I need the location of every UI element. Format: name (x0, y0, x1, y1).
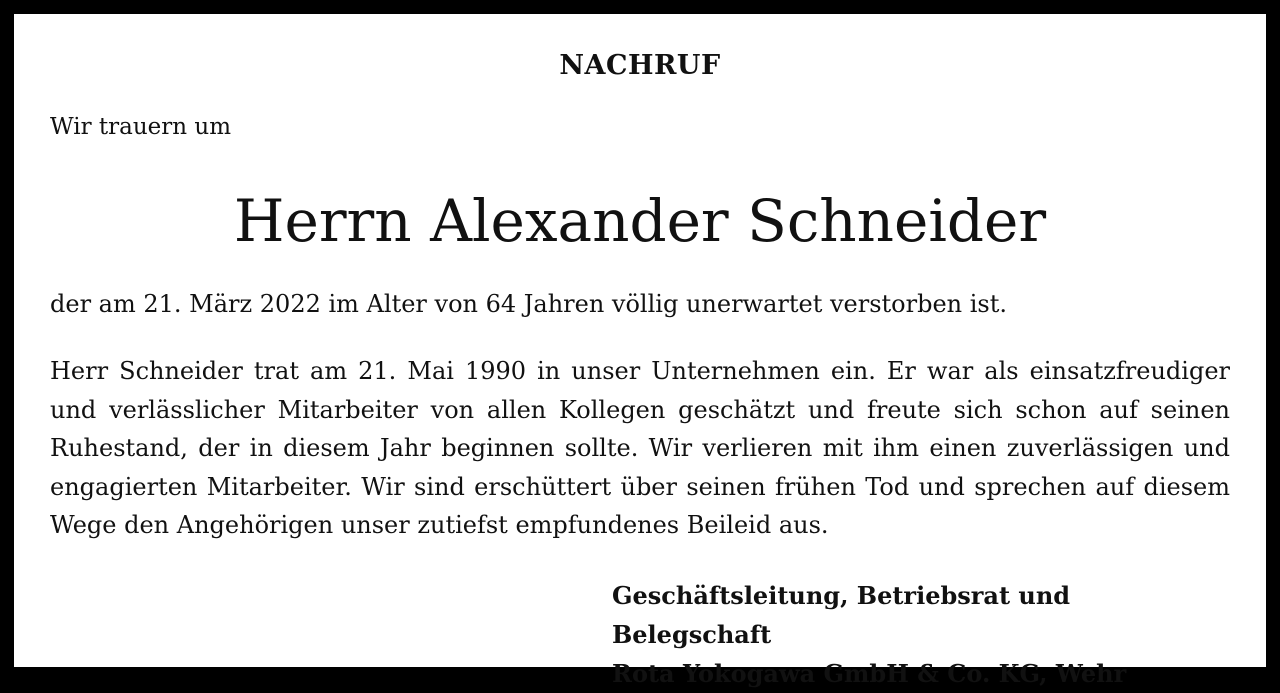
signature-block (612, 576, 1230, 693)
notice-frame (14, 14, 1266, 688)
intro-line: Wir trauern um (50, 114, 232, 140)
signature-line-2: Rota Yokogawa GmbH & Co. KG, Wehr (612, 659, 1127, 688)
obituary-notice (50, 14, 1230, 688)
notice-heading: NACHRUF (559, 50, 721, 81)
signature-line-1: Geschäftsleitung, Betriebsrat und Belegschaft (612, 581, 1071, 649)
death-statement: der am 21. März 2022 im Alter von 64 Jahren völlig unerwartet verstorben ist. (50, 290, 1008, 318)
deceased-name: Herrn Alexander Schneider (233, 187, 1047, 255)
tribute-paragraph: Herr Schneider trat am 21. Mai 1990 in unser Unternehmen ein. Er war als einsatzfreudiger und verlässlicher Mitarbeiter von allen Kollegen geschätzt und freute sich schon auf seinen Ruhestand, der in diesem Jahr beginnen sollte. Wir verlieren mit ihm einen zuverlässigen und engagierten Mitarbeiter. Wir sind erschüttert über seinen frühen Tod und sprechen auf diesem Wege den Angehörigen unser zutiefst empfundenes Beileid aus. (50, 357, 1230, 539)
